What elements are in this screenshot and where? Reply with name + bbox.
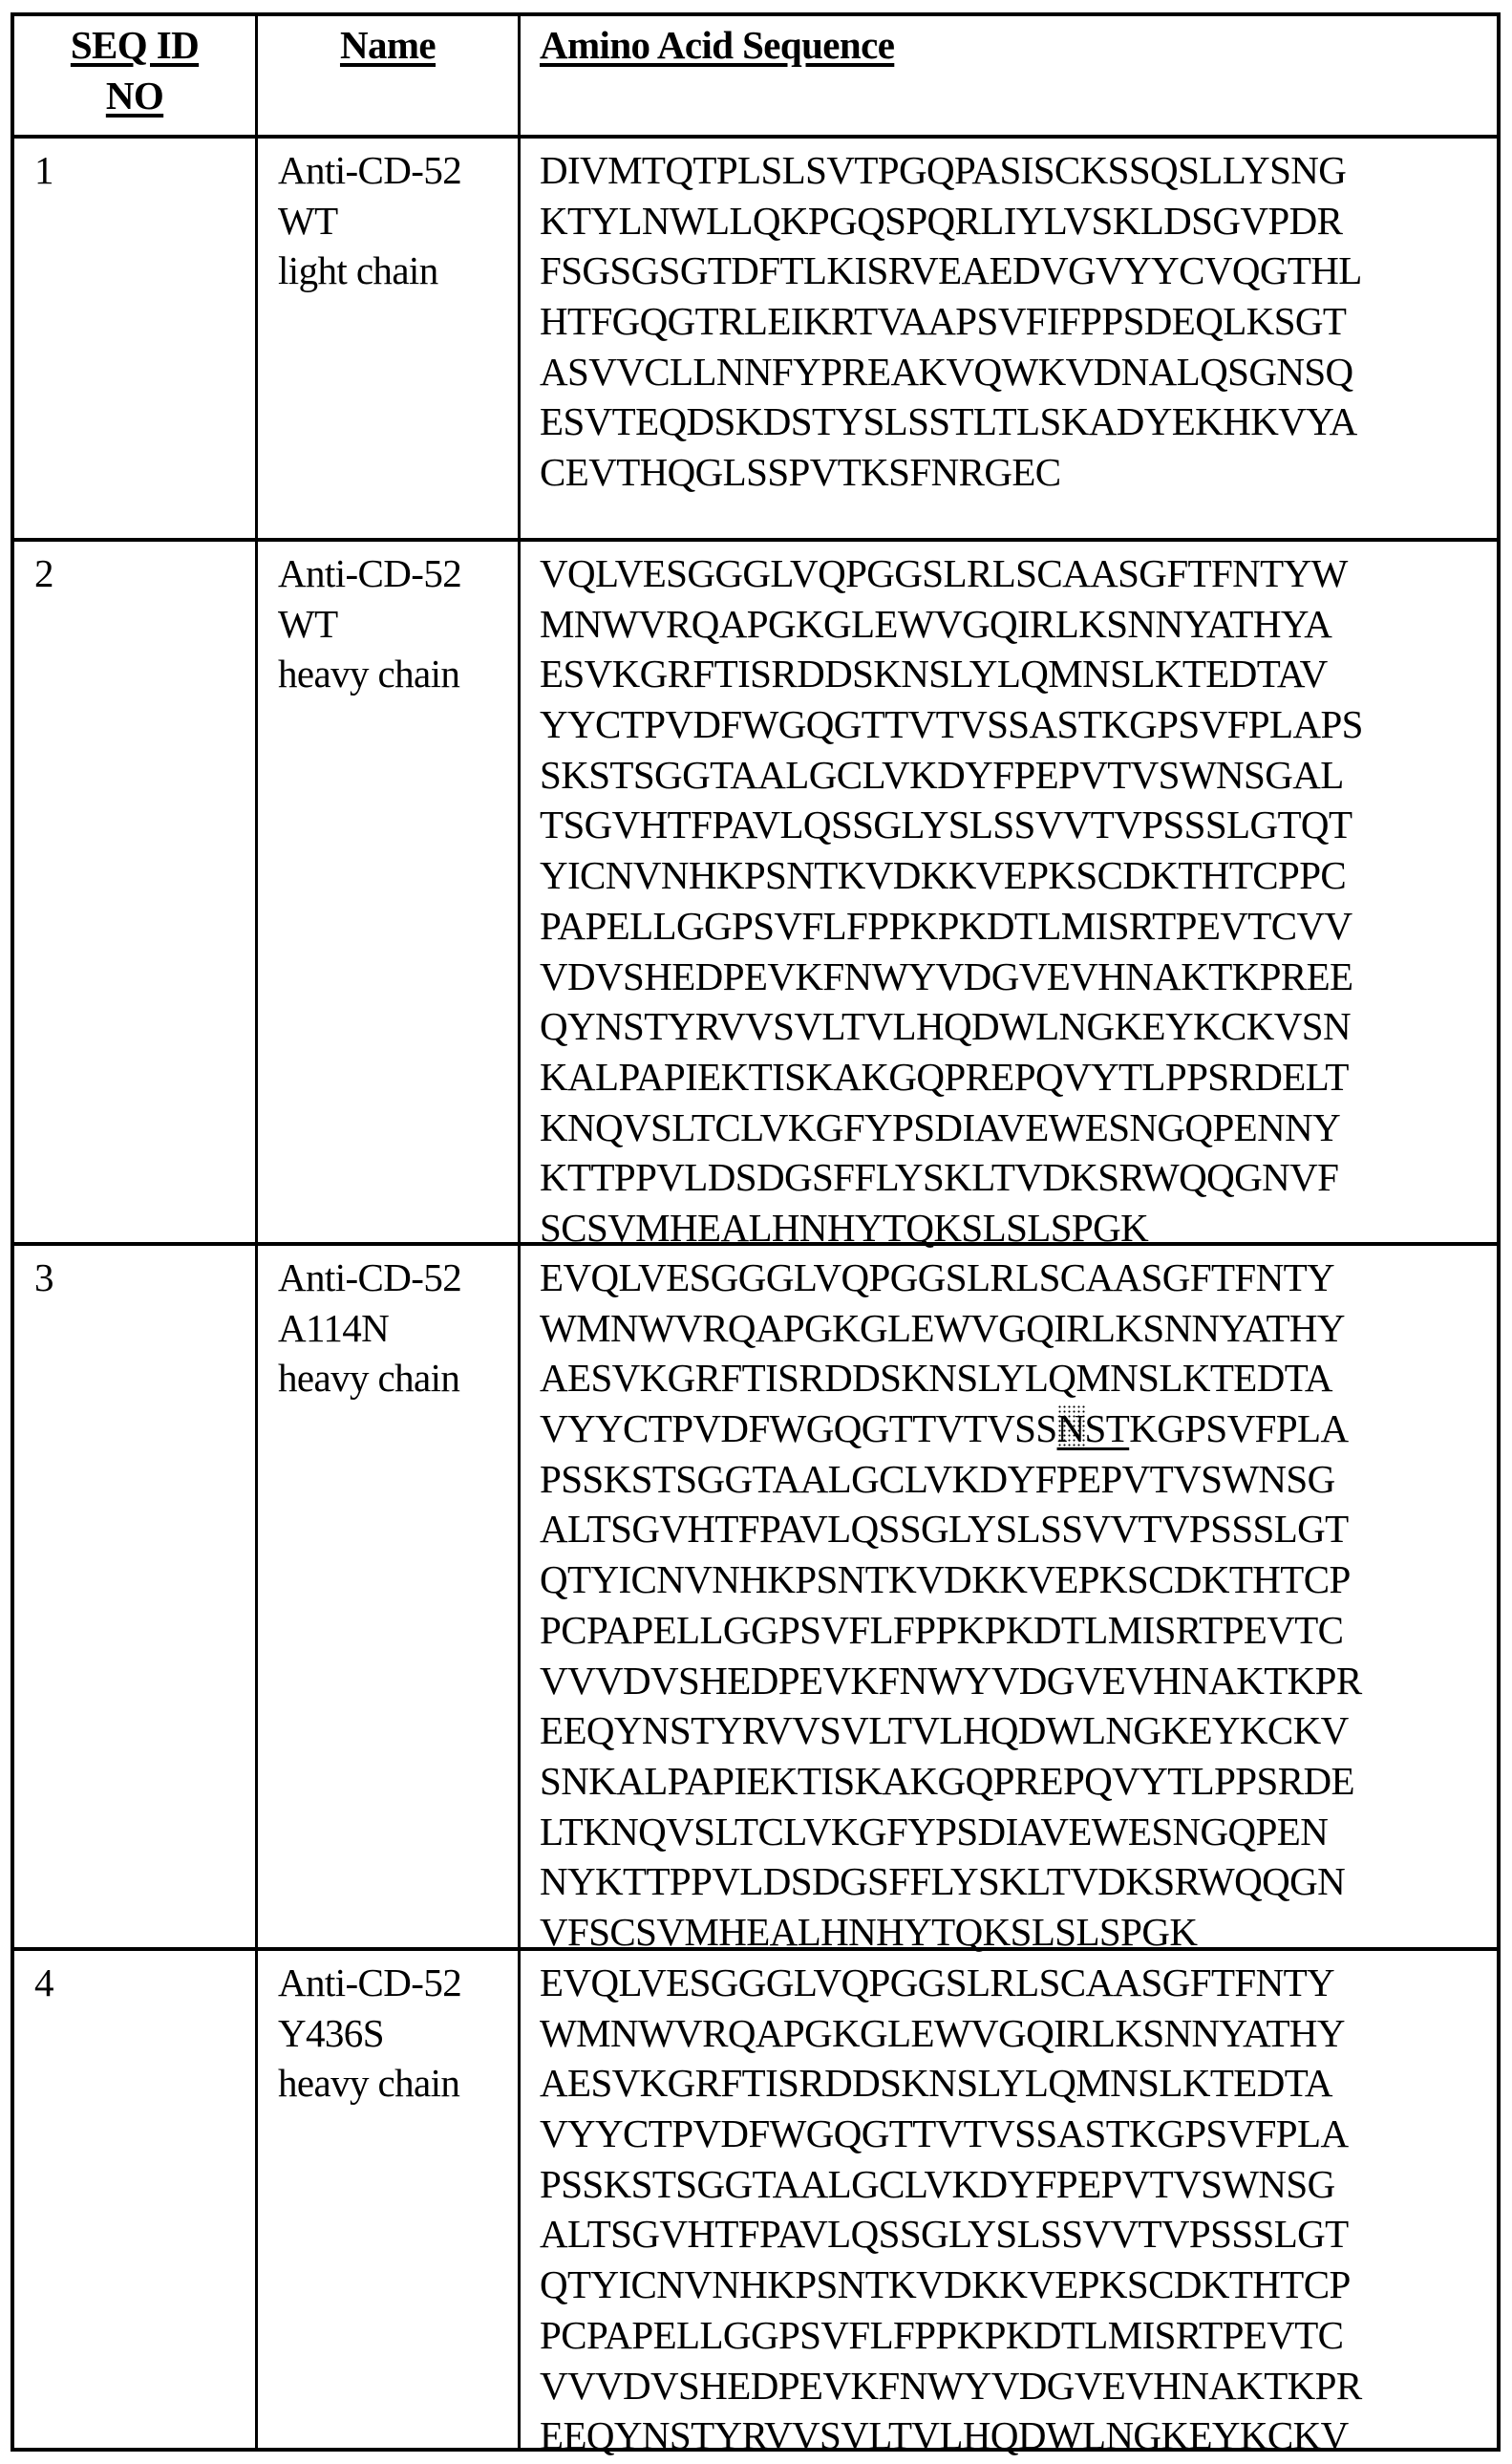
sequence-line: PAPELLGGPSVFLFPPKPKDTLMISRTPEVTCVV: [540, 903, 1352, 948]
sequence-line: PCPAPELLGGPSVFLFPPKPKDTLMISRTPEVTC: [540, 2312, 1344, 2357]
sequence-line: KTYLNWLLQKPGQSPQRLIYLVSKLDSGVPDR: [540, 198, 1343, 243]
name-line: Anti-CD-52: [278, 148, 462, 192]
sequence-line: EEQYNSTYRVVSVLTVLHQDWLNGKEYKCKV: [540, 2413, 1349, 2458]
sequence-line: HTFGQGTRLEIKRTVAAPSVFIFPPSDEQLKSGT: [540, 299, 1347, 344]
sequence-line: LTKNQVSLTCLVKGFYPSDIAVEWESNGQPEN: [540, 1809, 1329, 1853]
row-1-seq-id: [34, 145, 53, 196]
sequence-line: VQLVESGGGLVQPGGSLRLSCAASGFTFNTYW: [540, 551, 1348, 595]
header-name: [258, 20, 518, 70]
sequence-line: VYYCTPVDFWGQGTTVTVSSASTKGPSVFPLA: [540, 2111, 1349, 2156]
sequence-table: [11, 12, 1501, 2458]
sequence-line: EEQYNSTYRVVSVLTVLHQDWLNGKEYKCKV: [540, 1708, 1349, 1753]
sequence-line: ALTSGVHTFPAVLQSSGLYSLSSVVTVPSSSLGT: [540, 2212, 1349, 2257]
sequence-line: KNQVSLTCLVKGFYPSDIAVEWESNGQPENNY: [540, 1104, 1341, 1149]
header-seq-id-line1: SEQ ID: [70, 23, 200, 67]
sequence-line: QTYICNVNHKPSNTKVDKKVEPKSCDKTHTCP: [540, 2262, 1351, 2307]
mutation-prefix: VYYCTPVDFWGQGTTVTVSS: [540, 1406, 1057, 1451]
column-divider-1: [255, 16, 258, 2448]
sequence-line: FSGSGSGTDFTLKISRVEAEDVGVYYCVQGTHL: [540, 248, 1362, 293]
row-3-seq-id: [34, 1253, 53, 1303]
name-line: WT: [278, 601, 338, 646]
row-3-sequence: [540, 1253, 1362, 1958]
sequence-line: WMNWVRQAPGKGLEWVGQIRLKSNNYATHY: [540, 1305, 1345, 1350]
name-line: light chain: [278, 248, 438, 293]
row-4-seq-id: [34, 1958, 53, 2008]
sequence-line: MNWVRQAPGKGLEWVGQIRLKSNNYATHYA: [540, 601, 1332, 646]
sequence-line: WMNWVRQAPGKGLEWVGQIRLKSNNYATHY: [540, 2010, 1345, 2055]
name-line: heavy chain: [278, 652, 460, 696]
name-line: heavy chain: [278, 2061, 460, 2106]
sequence-line: KTTPPVLDSDGSFFLYSKLTVDKSRWQQGNVF: [540, 1155, 1339, 1200]
header-sequence: [540, 20, 894, 70]
name-line: Anti-CD-52: [278, 551, 462, 595]
column-divider-2: [518, 16, 521, 2448]
sequence-line: TSGVHTFPAVLQSSGLYSLSSVVTVPSSSLGTQT: [540, 803, 1352, 847]
sequence-line: ESVKGRFTISRDDSKNSLYLQMNSLKTEDTAV: [540, 652, 1328, 696]
mutation-suffix: KGPSVFPLA: [1129, 1406, 1349, 1451]
sequence-line: QTYICNVNHKPSNTKVDKKVEPKSCDKTHTCP: [540, 1557, 1351, 1602]
sequence-line: CEVTHQGLSSPVTKSFNRGEC: [540, 450, 1061, 495]
header-name-text: Name: [339, 23, 437, 67]
sequence-line-with-mutation: [540, 1403, 1362, 1454]
sequence-line: VVVDVSHEDPEVKFNWYVDGVEVHNAKTKPR: [540, 2363, 1362, 2408]
sequence-line: SKSTSGGTAALGCLVKDYFPEPVTVSWNSGAL: [540, 752, 1344, 797]
sequence-line: VFSCSVMHEALHNHYTQKSLSLSPGK: [540, 1909, 1198, 1954]
name-line: WT: [278, 198, 338, 243]
sequence-line: EVQLVESGGGLVQPGGSLRLSCAASGFTFNTY: [540, 1960, 1335, 2004]
row-4-sequence: [540, 1958, 1362, 2461]
seq-id-value: 4: [34, 1960, 53, 2004]
header-seq-id: [14, 20, 255, 120]
sequence-line: KALPAPIEKTISKAKGQPREPQVYTLPPSRDELT: [540, 1054, 1349, 1099]
row-3-name: [278, 1253, 461, 1403]
name-line: heavy chain: [278, 1356, 460, 1401]
header-seq-id-line2: NO: [105, 73, 164, 118]
mutated-residue-highlight: N: [1056, 1406, 1085, 1451]
row-2-seq-id: [34, 548, 53, 599]
row-2-sequence: [540, 548, 1363, 1253]
sequence-line: AESVKGRFTISRDDSKNSLYLQMNSLKTEDTA: [540, 1356, 1332, 1401]
sequence-line: ALTSGVHTFPAVLQSSGLYSLSSVVTVPSSSLGT: [540, 1507, 1349, 1552]
sequence-line: AESVKGRFTISRDDSKNSLYLQMNSLKTEDTA: [540, 2061, 1332, 2106]
glycosylation-motif: [1057, 1406, 1130, 1450]
sequence-line: NYKTTPPVLDSDGSFFLYSKLTVDKSRWQQGN: [540, 1859, 1346, 1904]
header-sequence-text: Amino Acid Sequence: [540, 23, 895, 67]
name-line: Anti-CD-52: [278, 1255, 462, 1299]
seq-id-value: 1: [34, 148, 53, 192]
name-line: Anti-CD-52: [278, 1960, 462, 2004]
sequence-line: PSSKSTSGGTAALGCLVKDYFPEPVTVSWNSG: [540, 1456, 1335, 1501]
sequence-line: YYCTPVDFWGQGTTVTVSSASTKGPSVFPLAPS: [540, 702, 1363, 747]
row-4-name: [278, 1958, 461, 2109]
sequence-line: VDVSHEDPEVKFNWYVDGVEVHNAKTKPREE: [540, 953, 1353, 998]
row-1-name: [278, 145, 461, 296]
name-line: Y436S: [278, 2010, 384, 2055]
sequence-line: VVVDVSHEDPEVKFNWYVDGVEVHNAKTKPR: [540, 1658, 1362, 1703]
seq-id-value: 3: [34, 1255, 53, 1299]
sequence-line: EVQLVESGGGLVQPGGSLRLSCAASGFTFNTY: [540, 1255, 1335, 1299]
sequence-line: ESVTEQDSKDSTYSLSSTLTLSKADYEKHKVYA: [540, 399, 1357, 444]
motif-rest: ST: [1084, 1406, 1130, 1451]
row-2-name: [278, 548, 461, 699]
seq-id-value: 2: [34, 551, 53, 595]
row-1-sequence: [540, 145, 1362, 498]
sequence-line: SNKALPAPIEKTISKAKGQPREPQVYTLPPSRDE: [540, 1758, 1354, 1803]
name-line: A114N: [278, 1305, 390, 1350]
sequence-line: ASVVCLLNNFYPREAKVQWKVDNALQSGNSQ: [540, 349, 1353, 394]
sequence-line: DIVMTQTPLSLSVTPGQPASISCKSSQSLLYSNG: [540, 148, 1347, 192]
row-divider-1: [14, 538, 1497, 542]
sequence-line: YICNVNHKPSNTKVDKKVEPKSCDKTHTCPPC: [540, 853, 1347, 898]
sequence-line: SCSVMHEALHNHYTQKSLSLSPGK: [540, 1205, 1149, 1250]
sequence-line: PSSKSTSGGTAALGCLVKDYFPEPVTVSWNSG: [540, 2161, 1335, 2206]
sequence-line: PCPAPELLGGPSVFLFPPKPKDTLMISRTPEVTC: [540, 1607, 1344, 1652]
sequence-line: QYNSTYRVVSVLTVLHQDWLNGKEYKCKVSN: [540, 1004, 1351, 1049]
header-divider: [14, 135, 1497, 139]
